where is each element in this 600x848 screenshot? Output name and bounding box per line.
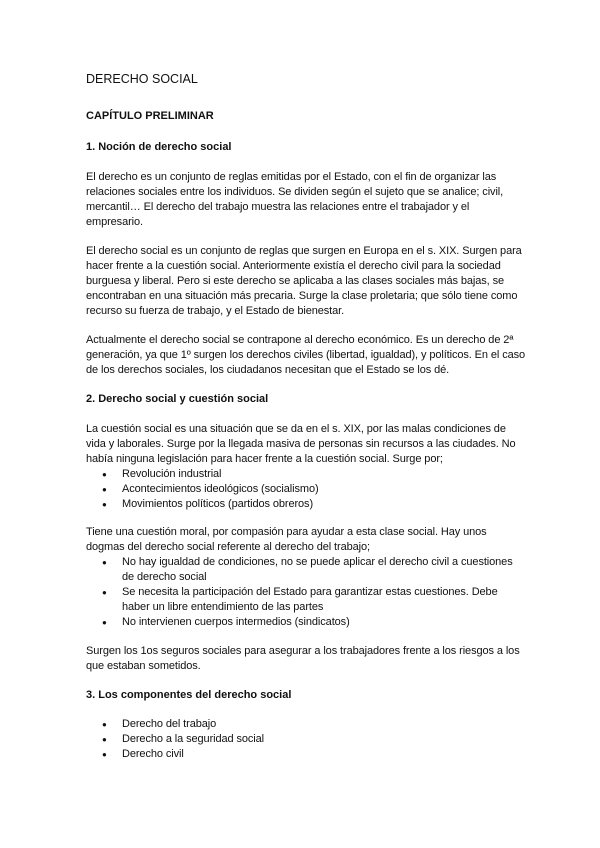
document-title: DERECHO SOCIAL <box>86 72 198 86</box>
section-2-heading: 2. Derecho social y cuestión social <box>86 393 269 405</box>
list-item: ● Se necesita la participación del Estado para garantizar estas cuestiones. Debe haber un libre entendimiento de las partes <box>86 585 526 615</box>
list-item: ● Derecho civil <box>86 747 526 762</box>
list-item: ● Revolución industrial <box>86 467 526 482</box>
causes-list <box>86 467 526 512</box>
list-item: ● Derecho del trabajo <box>86 717 526 732</box>
list-item: ● No intervienen cuerpos intermedios (sindicatos) <box>86 615 526 630</box>
list-item: ● Derecho a la seguridad social <box>86 732 526 747</box>
chapter-heading: CAPÍTULO PRELIMINAR <box>86 110 214 122</box>
list-item: ● No hay igualdad de condiciones, no se puede aplicar el derecho civil a cuestiones de derecho social <box>86 555 526 585</box>
section-1-paragraph-3: Actualmente el derecho social se contrapone al derecho económico. Es un derecho de 2ª generación, ya que 1º surgen los derechos civiles (libertad, igualdad), y políticos. En el caso de los derechos sociales, los ciudadanos necesitan que el Estado se los dé. <box>86 334 526 376</box>
section-1-heading: 1. Noción de derecho social <box>86 141 232 153</box>
section-2-paragraph-3: Surgen los 1os seguros sociales para asegurar a los trabajadores frente a los riesgos a los que estaban sometidos. <box>86 645 520 672</box>
section-1-paragraph-1: El derecho es un conjunto de reglas emitidas por el Estado, con el fin de organizar las relaciones sociales entre los individuos. Se dividen según el sujeto que se analice; civil, mercantil… El derecho del trabajo muestra las relaciones entre el trabajador y el empresario. <box>86 171 504 228</box>
dogmas-list <box>86 555 526 630</box>
section-2-paragraph-1: La cuestión social es una situación que se da en el s. XIX, por las malas condiciones de vida y laborales. Surge por la llegada masiva de personas sin recursos a las ciudades. No había ninguna legislación para hacer frente a la cuestión social. Surge por; <box>86 423 516 465</box>
section-2-paragraph-2: Tiene una cuestión moral, por compasión para ayudar a esta clase social. Hay unos dogmas del derecho social referente al derecho del trabajo; <box>86 526 487 553</box>
document-body <box>86 71 526 762</box>
components-list <box>86 717 526 762</box>
section-3-heading: 3. Los componentes del derecho social <box>86 689 292 701</box>
section-1-paragraph-2: El derecho social es un conjunto de reglas que surgen en Europa en el s. XIX. Surgen para hacer frente a la cuestión social. Anteriormente existía el derecho civil para la sociedad burguesa y liberal. Pero si este derecho se aplicaba a las clases sociales más bajas, se encontraban en una situación más precaria. Surge la clase proletaria; que sólo tiene como recurso su fuerza de trabajo, y el Estado de bienestar. <box>86 245 522 317</box>
list-item: ● Acontecimientos ideológicos (socialismo) <box>86 482 526 497</box>
list-item: ● Movimientos políticos (partidos obreros) <box>86 497 526 512</box>
